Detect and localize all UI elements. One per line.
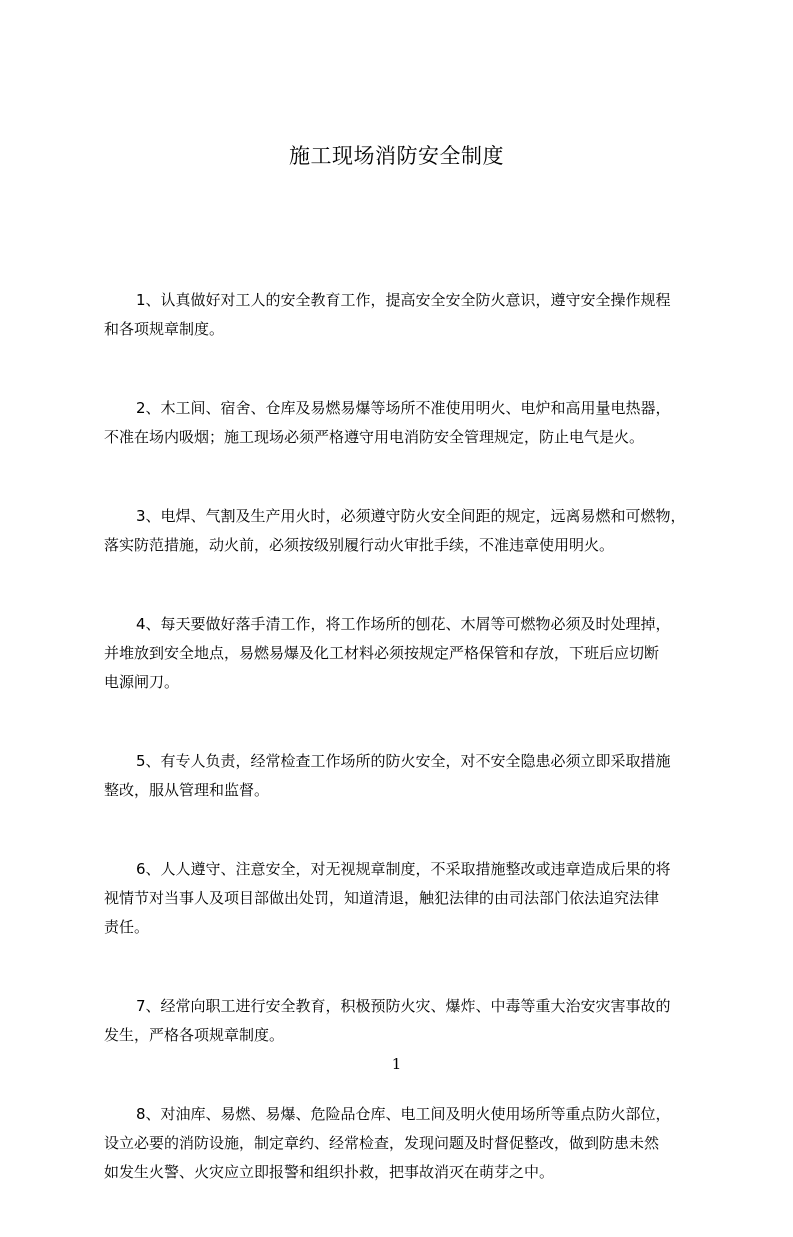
paragraph-line: 设立必要的消防设施，制定章约、经常检查，发现问题及时督促整改，做到防患未然: [104, 1134, 660, 1152]
paragraph-line: 如发生火警、火灾应立即报警和组织扑救，把事故消灭在萌芽之中。: [104, 1163, 555, 1181]
document-title: 施工现场消防安全制度: [289, 144, 504, 168]
paragraph-line: 8、对油库、易燃、易爆、危险品仓库、电工间及明火使用场所等重点防火部位，: [136, 1105, 671, 1123]
paragraph-line: 6、人人遵守、注意安全，对无视规章制度，不采取措施整改或违章造成后果的将: [136, 860, 671, 878]
paragraph-line: 电源闸刀。: [104, 673, 180, 691]
paragraph-line: 和各项规章制度。: [104, 320, 225, 338]
page-number: 1: [391, 1055, 402, 1073]
paragraph-line: 责任。: [104, 918, 150, 936]
paragraph-line: 发生，严格各项规章制度。: [104, 1026, 285, 1044]
paragraph-6: [104, 855, 716, 942]
paragraph-line: 3、电焊、气割及生产用火时，必须遵守防火安全间距的规定，远离易燃和可燃物，: [136, 507, 686, 525]
paragraph-2: [104, 394, 716, 452]
document-body: [104, 286, 716, 1237]
paragraph-line: 整改，服从管理和监督。: [104, 781, 270, 799]
paragraph-5: [104, 747, 716, 805]
paragraph-line: 视情节对当事人及项目部做出处罚，知道清退，触犯法律的由司法部门依法追究法律: [104, 889, 660, 907]
paragraph-8: [104, 1100, 716, 1187]
paragraph-line: 落实防范措施，动火前，必须按级别履行动火审批手续，不准违章使用明火。: [104, 536, 615, 554]
paragraph-line: 并堆放到安全地点，易燃易爆及化工材料必须按规定严格保管和存放，下班后应切断: [104, 644, 660, 662]
paragraph-1: [104, 286, 716, 344]
paragraph-4: [104, 610, 716, 697]
paragraph-7: [104, 992, 716, 1050]
paragraph-line: 1、认真做好对工人的安全教育工作，提高安全安全防火意识，遵守安全操作规程: [136, 291, 671, 309]
paragraph-line: 4、每天要做好落手清工作，将工作场所的刨花、木屑等可燃物必须及时处理掉，: [136, 615, 671, 633]
paragraph-line: 7、经常向职工进行安全教育，积极预防火灾、爆炸、中毒等重大治安灾害事故的: [136, 997, 671, 1015]
paragraph-line: 5、有专人负责，经常检查工作场所的防火安全，对不安全隐患必须立即采取措施: [136, 752, 671, 770]
paragraph-line: 不准在场内吸烟；施工现场必须严格遵守用电消防安全管理规定，防止电气是火。: [104, 428, 645, 446]
paragraph-line: 2、木工间、宿舍、仓库及易燃易爆等场所不准使用明火、电炉和高用量电热器，: [136, 399, 671, 417]
paragraph-3: [104, 502, 716, 560]
